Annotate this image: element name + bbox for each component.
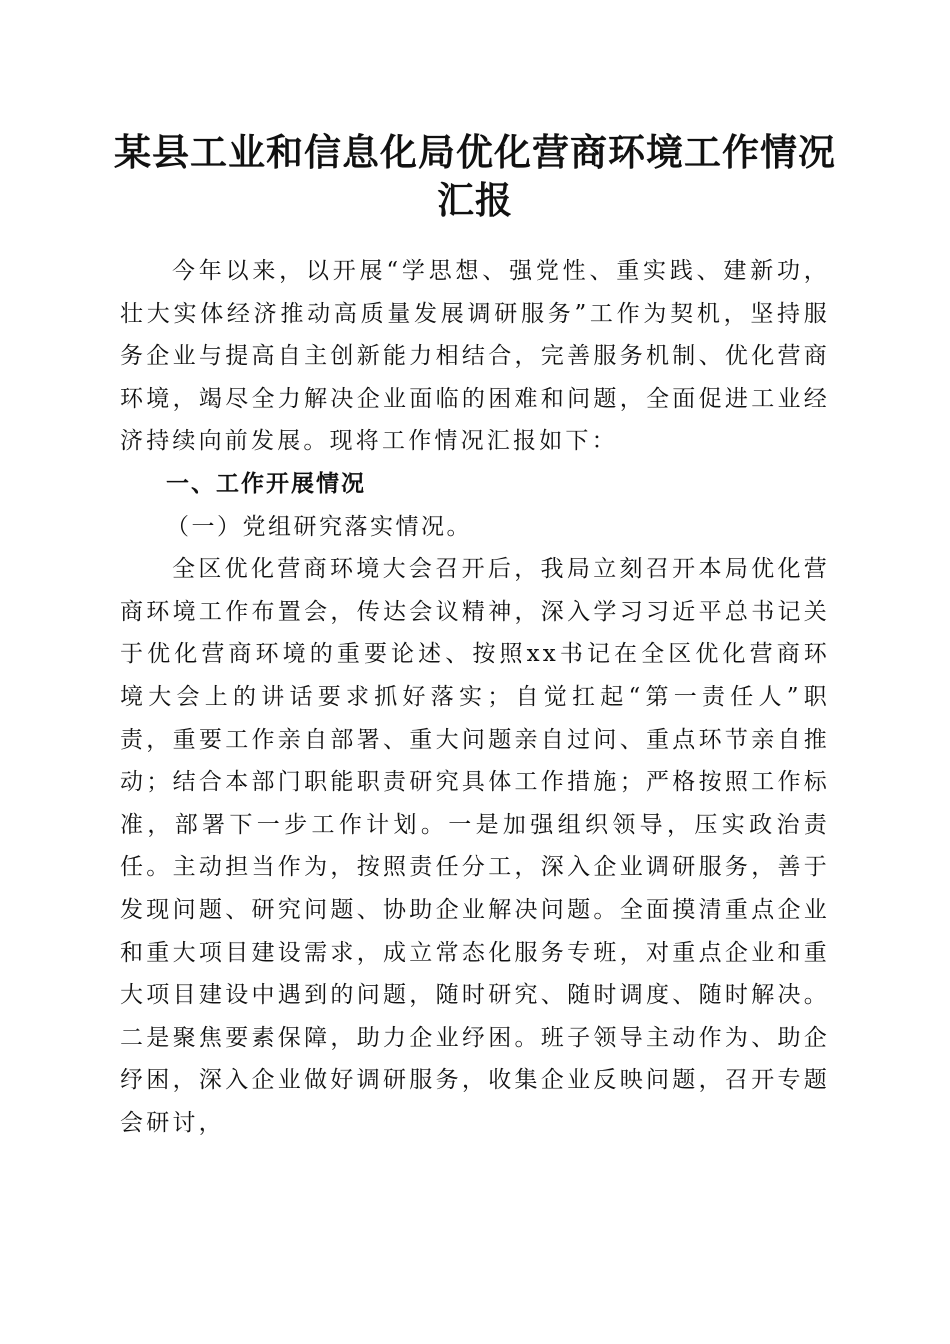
subsection-heading: （一）党组研究落实情况。 — [166, 513, 472, 540]
intro-paragraph: 今年以来，以开展“学思想、强党性、重实践、建新功，壮大实体经济推动高质量发展调研服务”工作为契机，坚持服务企业与提高自主创新能力相结合，完善服务机制、优化营商环境，竭尽全力解决企业面临的困难和问题，全面促进工业经济持续向前发展。现将工作情况汇报如下： — [120, 258, 830, 455]
document-title: 某县工业和信息化局优化营商环境工作情况汇报 — [114, 130, 836, 222]
section-heading: 一、工作开展情况 — [166, 470, 366, 497]
subsection-paragraph: 全区优化营商环境大会召开后，我局立刻召开本局优化营商环境工作布置会，传达会议精神，深入学习习近平总书记关于优化营商环境的重要论述、按照xx书记在全区优化营商环境大会上的讲话要求抓好落实；自觉扛起“第一责任人”职责，重要工作亲自部署、重大问题亲自过问、重点环节亲自推动；结合本部门职能职责研究具体工作措施；严格按照工作标准，部署下一步工作计划。一是加强组织领导，压实政治责任。主动担当作为，按照责任分工，深入企业调研服务，善于发现问题、研究问题、协助企业解决问题。全面摸清重点企业和重大项目建设需求，成立常态化服务专班，对重点企业和重大项目建设中遇到的问题，随时研究、随时调度、随时解决。二是聚焦要素保障，助力企业纾困。班子领导主动作为、助企纾困，深入企业做好调研服务，收集企业反映问题，召开专题会研讨， — [120, 556, 830, 1136]
document-body — [120, 250, 830, 1144]
